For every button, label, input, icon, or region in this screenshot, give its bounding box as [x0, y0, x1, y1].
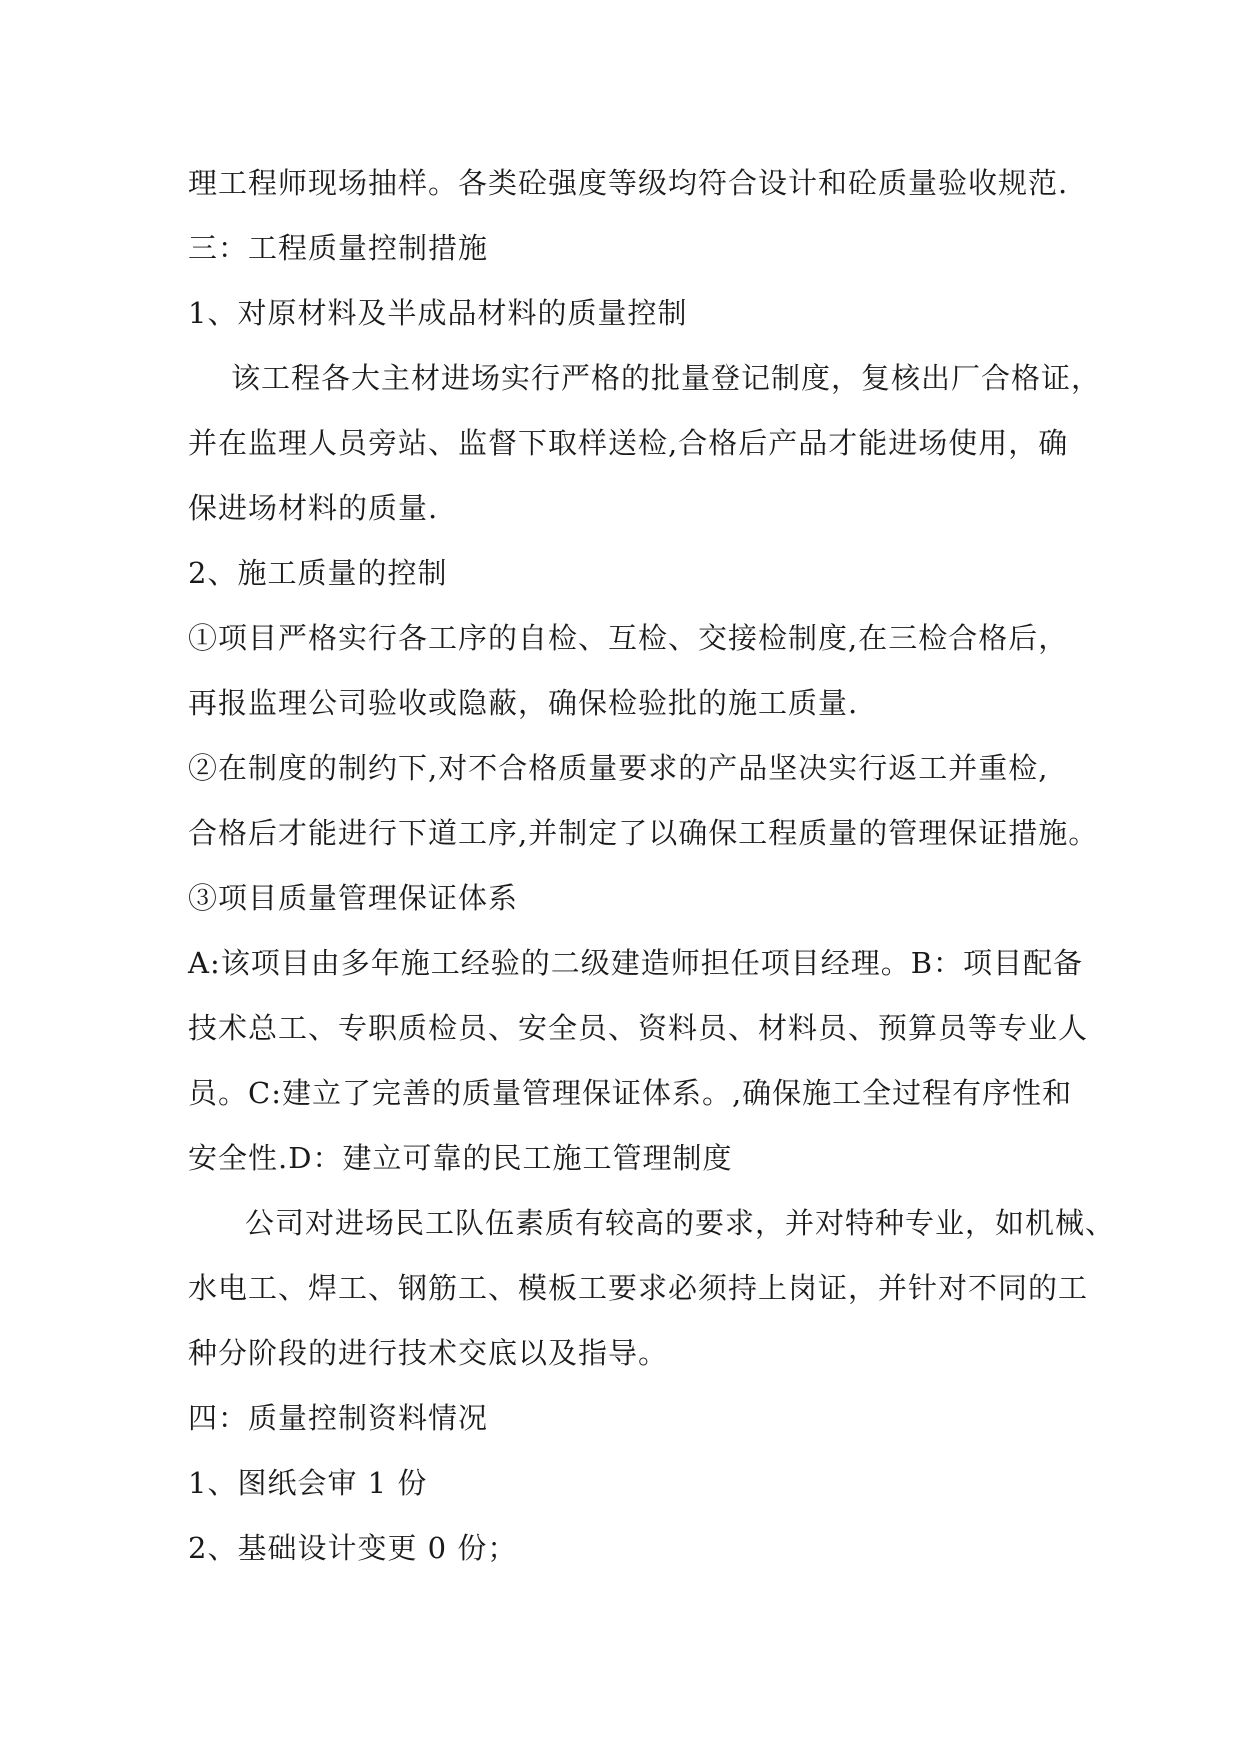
section-heading: 四：质量控制资料情况 — [188, 1401, 489, 1435]
body-text-line: 安全性.D：建立可靠的民工施工管理制度 — [188, 1141, 733, 1175]
subsection-heading: 1、对原材料及半成品材料的质量控制 — [188, 296, 688, 330]
body-text-line: 该工程各大主材进场实行严格的批量登记制度，复核出厂合格证， — [231, 361, 1102, 395]
list-item: 1、图纸会审 1 份 — [188, 1466, 428, 1500]
body-text-line: 再报监理公司验收或隐蔽，确保检验批的施工质量. — [188, 686, 859, 720]
list-item: ①项目严格实行各工序的自检、互检、交接检制度,在三检合格后， — [188, 621, 1069, 655]
body-text-line: 并在监理人员旁站、监督下取样送检,合格后产品才能进场使用，确 — [188, 426, 1069, 460]
body-text-line: 公司对进场民工队伍素质有较高的要求，并对特种专业，如机械、 — [245, 1206, 1116, 1240]
body-text-line: 合格后才能进行下道工序,并制定了以确保工程质量的管理保证措施。 — [188, 816, 1099, 850]
body-text-line: 水电工、焊工、钢筋工、模板工要求必须持上岗证，并针对不同的工 — [188, 1271, 1089, 1305]
list-item: ②在制度的制约下,对不合格质量要求的产品坚决实行返工并重检, — [188, 751, 1049, 785]
subsection-heading: 2、施工质量的控制 — [188, 556, 448, 590]
body-text-line: 保进场材料的质量. — [188, 491, 439, 525]
body-text-line: 种分阶段的进行技术交底以及指导。 — [188, 1336, 669, 1370]
body-text-line: 员。C:建立了完善的质量管理保证体系。,确保施工全过程有序性和 — [188, 1076, 1073, 1110]
list-item: 2、基础设计变更 0 份； — [188, 1531, 518, 1565]
body-text-line: A:该项目由多年施工经验的二级建造师担任项目经理。B：项目配备 — [188, 946, 1084, 980]
body-text-line: 技术总工、专职质检员、安全员、资料员、材料员、预算员等专业人 — [188, 1011, 1089, 1045]
section-heading: 三：工程质量控制措施 — [188, 231, 489, 265]
list-item: ③项目质量管理保证体系 — [188, 881, 519, 915]
body-text-line: 理工程师现场抽样。各类砼强度等级均符合设计和砼质量验收规范. — [188, 166, 1069, 200]
